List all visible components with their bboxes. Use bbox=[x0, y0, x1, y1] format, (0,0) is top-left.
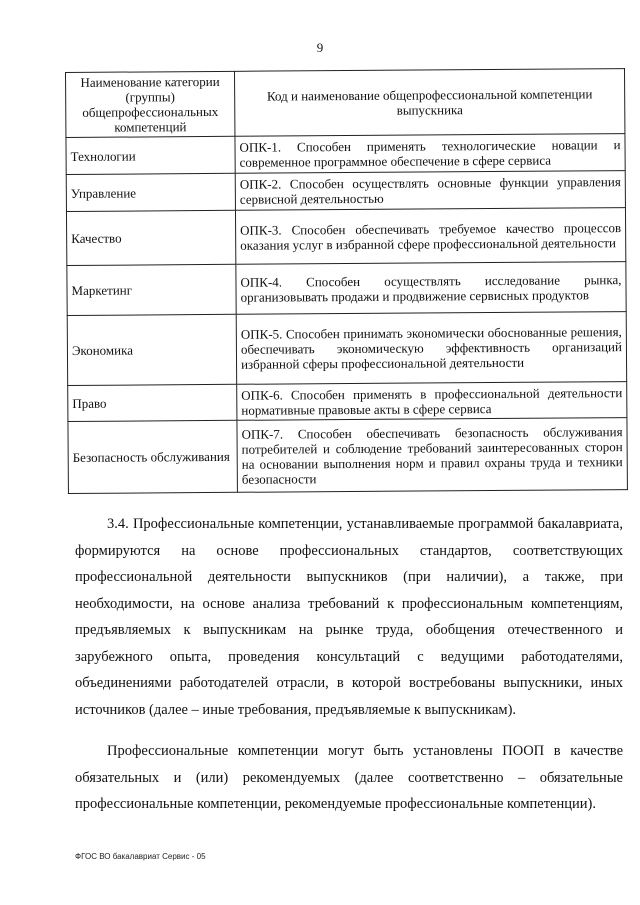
competences-table bbox=[65, 68, 628, 494]
row-competence: ОПК-5. Способен принимать экономически обоснованные решения, обеспечивать экономическую эффективность организаций избранной сферы профессиональной деятельности bbox=[236, 312, 626, 385]
header-category: Наименование категории (группы) общепрофессиональных компетенций bbox=[66, 71, 235, 137]
row-competence: ОПК-6. Способен применять в профессиональной деятельности нормативные правовые акты в сфере сервиса bbox=[237, 382, 627, 421]
table-row bbox=[66, 208, 625, 266]
row-category: Право bbox=[68, 384, 237, 421]
row-category: Качество bbox=[66, 210, 235, 265]
row-category: Маркетинг bbox=[67, 264, 236, 315]
header-competence: Код и наименование общепрофессиональной компетенции выпускника bbox=[234, 69, 624, 137]
row-category: Управление bbox=[66, 173, 235, 211]
row-competence: ОПК-3. Способен обеспечивать требуемое качество процессов оказания услуг в избранной сфере профессиональной деятельности bbox=[235, 208, 625, 265]
table-row bbox=[66, 171, 625, 212]
row-competence: ОПК-7. Способен обеспечивать безопасность обслуживания потребителей и соблюдение требований заинтересованных сторон на основании выполнения норм и правил охраны труда и техники безопасности bbox=[237, 418, 627, 493]
footer-note: ФГОС ВО бакалавриат Сервис - 05 bbox=[75, 852, 206, 861]
table-header-row bbox=[66, 69, 625, 138]
paragraph-professional-competences: Профессиональные компетенции могут быть установлены ПООП в качестве обязательных и (или) рекомендуемых (далее соответственно – обязательные профессиональные компетенции, рекомендуемые профессиональные компетенции). bbox=[75, 743, 623, 812]
table-row bbox=[67, 262, 626, 316]
table-row bbox=[68, 418, 627, 494]
table-row bbox=[67, 312, 626, 386]
page-number: 9 bbox=[316, 40, 324, 55]
table-row bbox=[68, 382, 627, 422]
row-category: Технологии bbox=[66, 136, 235, 174]
paragraph-3-4: 3.4. Профессиональные компетенции, устанавливаемые программой бакалавриата, формируются на основе профессиональных стандартов, соответствующих профессиональной деятельности выпускников (при наличии), а также, при необходимости, на основе анализа требований к профессиональным компетенциям, предъявляемых к выпускникам на рынке труда, обобщения отечественного и зарубежного опыта, проведения консультаций с ведущими работодателями, объединениями работодателей отрасли, в которой востребованы выпускники, иных источников (далее – иные требования, предъявляемые к выпускникам). bbox=[75, 516, 623, 718]
row-category: Экономика bbox=[67, 314, 236, 385]
row-category: Безопасность обслуживания bbox=[68, 420, 237, 493]
table-row bbox=[66, 134, 625, 175]
row-competence: ОПК-2. Способен осуществлять основные функции управления сервисной деятельностью bbox=[235, 171, 625, 211]
row-competence: ОПК-4. Способен осуществлять исследование рынка, организовывать продажи и продвижение сервисных продуктов bbox=[236, 262, 626, 315]
row-competence: ОПК-1. Способен применять технологические новации и современное программное обеспечение в сфере сервиса bbox=[235, 134, 625, 174]
